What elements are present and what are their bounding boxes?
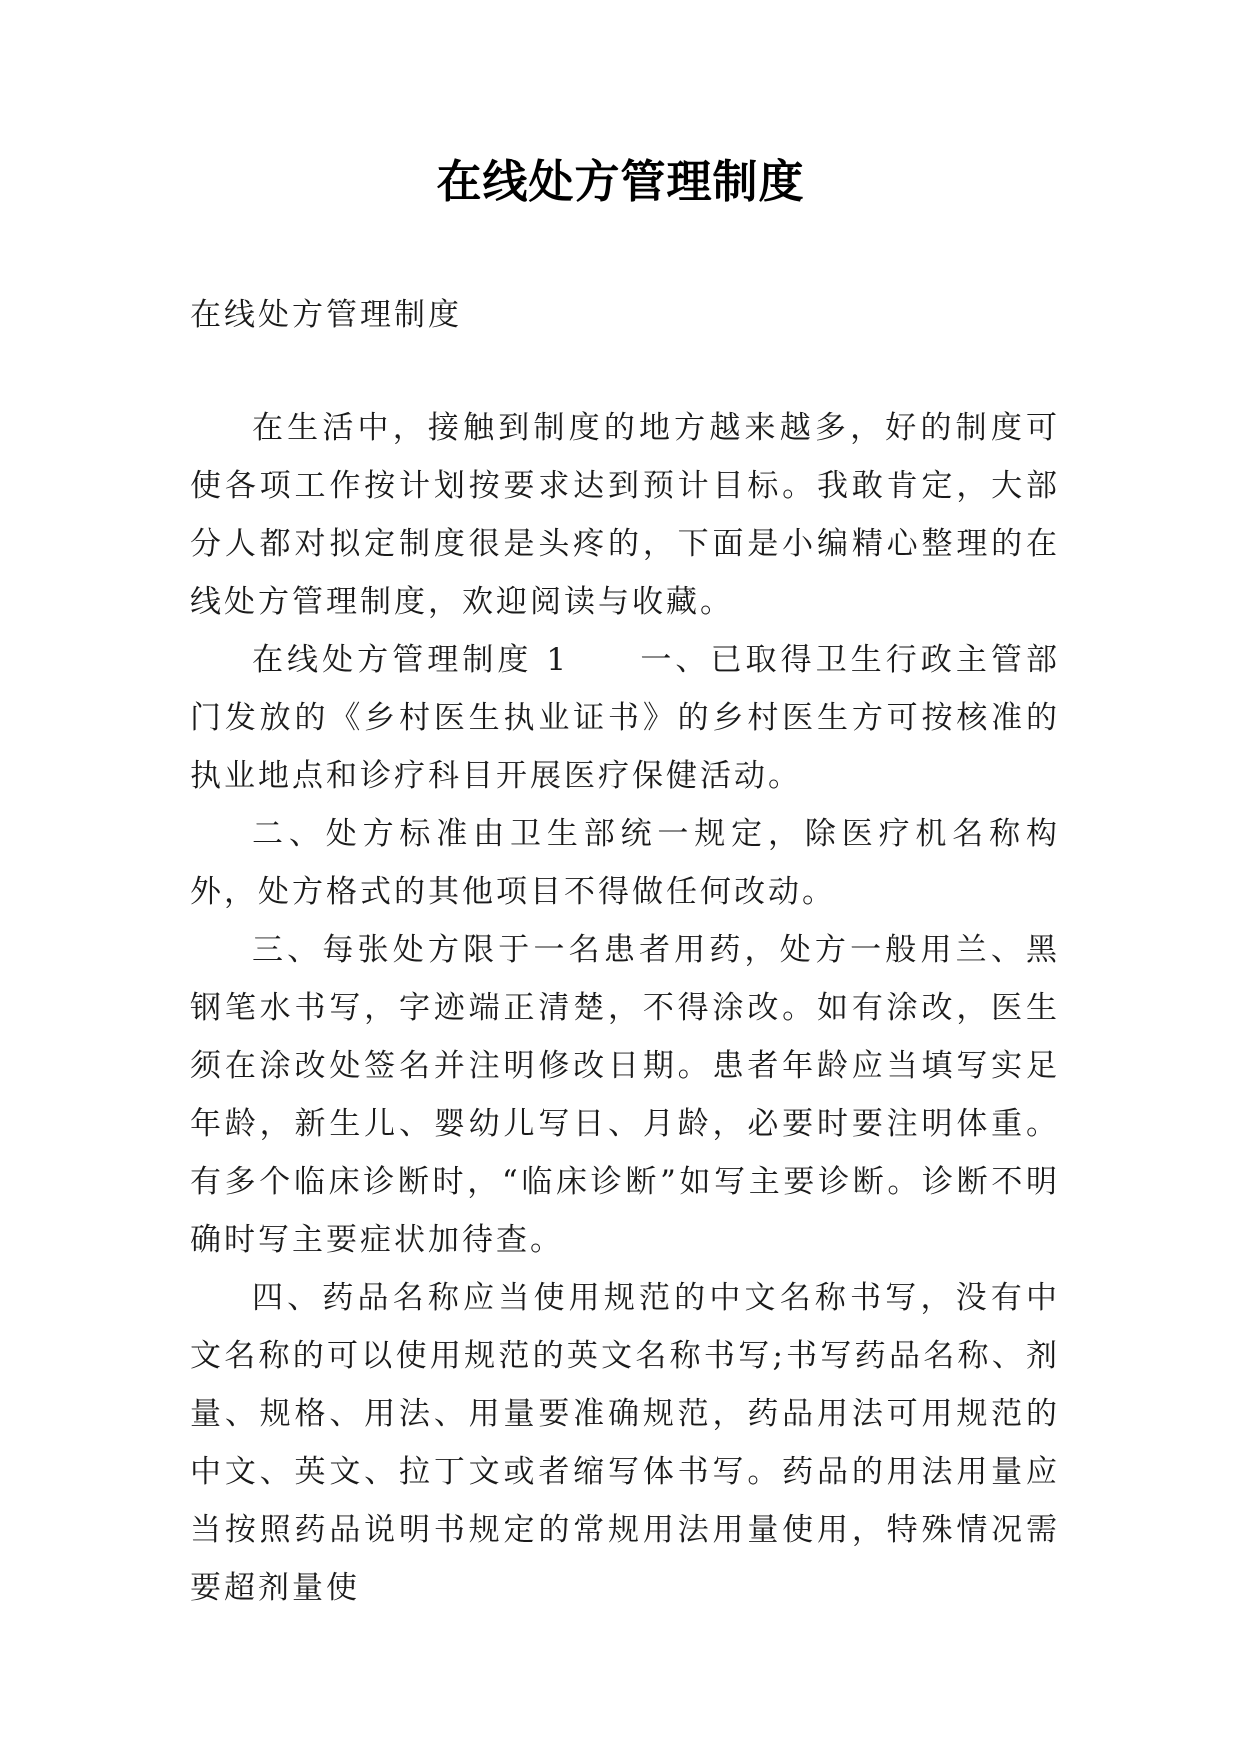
- document-title: 在线处方管理制度: [436, 155, 805, 208]
- paragraph-intro: 在生活中，接触到制度的地方越来越多，好的制度可使各项工作按计划按要求达到预计目标。我敢肯定，大部分人都对拟定制度很是头疼的，下面是小编精心整理的在线处方管理制度，欢迎阅读与收藏。: [190, 410, 1060, 620]
- paragraph-item-1: 在线处方管理制度 1 一、已取得卫生行政主管部门发放的《乡村医生执业证书》的乡村医生方可按核准的执业地点和诊疗科目开展医疗保健活动。: [190, 642, 1060, 794]
- document-subtitle: 在线处方管理制度: [190, 297, 462, 333]
- paragraph-item-3: 三、每张处方限于一名患者用药，处方一般用兰、黑钢笔水书写，字迹端正清楚，不得涂改。如有涂改，医生须在涂改处签名并注明修改日期。患者年龄应当填写实足年龄，新生儿、婴幼儿写日、月龄，必要时要注明体重。有多个临床诊断时，“临床诊断”如写主要诊断。诊断不明确时写主要症状加待查。: [190, 932, 1060, 1258]
- paragraph-item-4: 四、药品名称应当使用规范的中文名称书写，没有中文名称的可以使用规范的英文名称书写;书写药品名称、剂量、规格、用法、用量要准确规范，药品用法可用规范的中文、英文、拉丁文或者缩写体书写。药品的用法用量应当按照药品说明书规定的常规用法用量使用，特殊情况需要超剂量使: [190, 1280, 1060, 1606]
- document-body: [190, 286, 1060, 1617]
- paragraph-item-2: 二、处方标准由卫生部统一规定，除医疗机名称构外，处方格式的其他项目不得做任何改动。: [190, 816, 1060, 910]
